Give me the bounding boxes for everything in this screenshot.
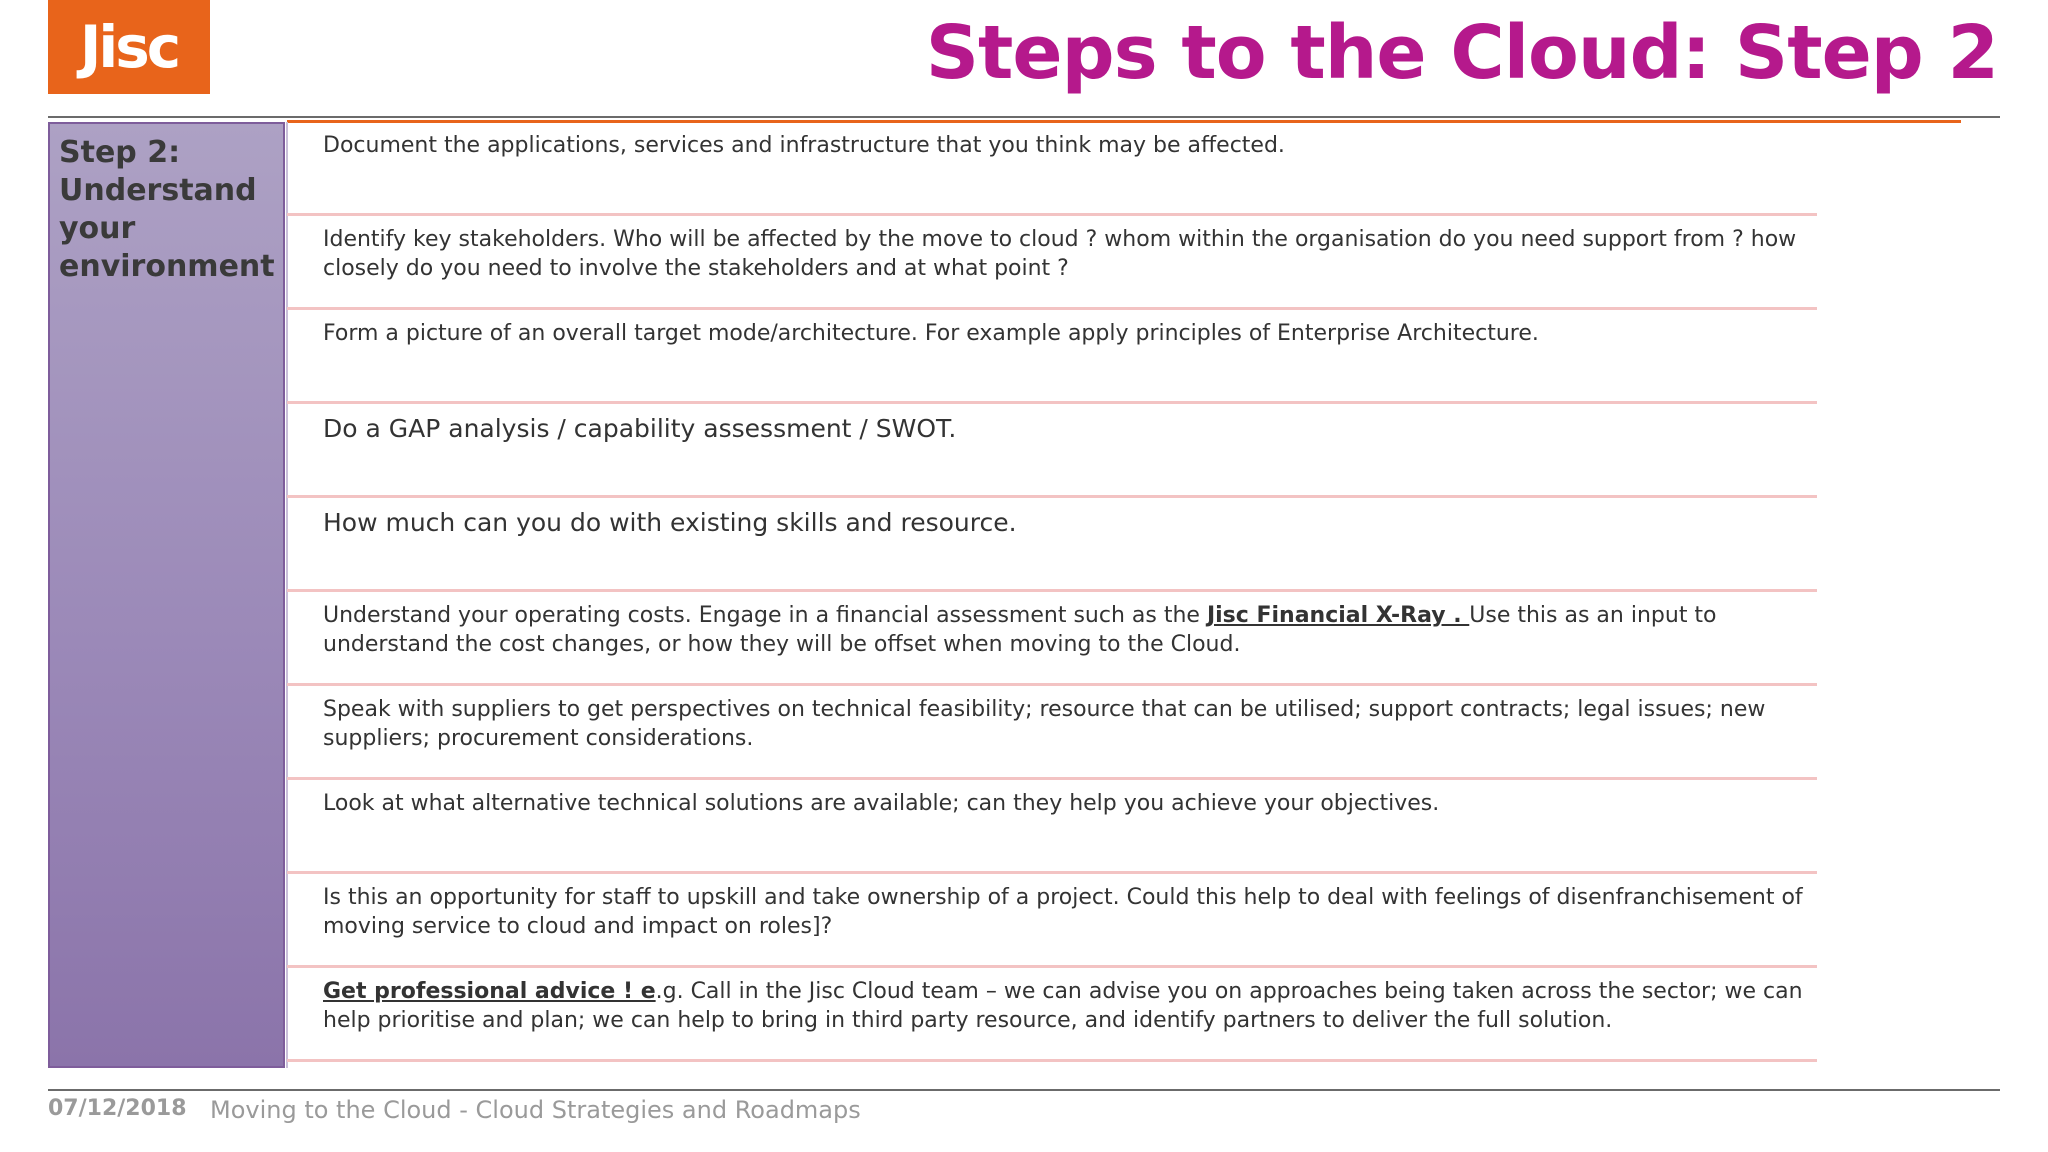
list-item-text: Do a GAP analysis / capability assessment / SWOT.: [323, 414, 957, 443]
footer-title: Moving to the Cloud - Cloud Strategies and Roadmaps: [210, 1096, 861, 1124]
list-item: [287, 216, 1817, 310]
list-item: [287, 780, 1817, 874]
list-item-text: Is this an opportunity for staff to upskill and take ownership of a project. Could this help to deal with feelings of disenfranchisement of moving service to cloud and impact on roles]?: [323, 885, 1803, 939]
list-item-text-prefix: Understand your operating costs. Engage in a financial assessment such as the: [323, 603, 1207, 628]
jisc-logo: Jisc: [48, 0, 210, 94]
step-sidebar: [48, 122, 285, 1068]
list-item: [287, 404, 1817, 498]
footer-divider: [48, 1089, 2000, 1091]
professional-advice-link[interactable]: Get professional advice ! e: [323, 979, 656, 1004]
list-item-text: How much can you do with existing skills and resource.: [323, 508, 1017, 537]
list-item: [287, 498, 1817, 592]
list-item-text: [323, 977, 1813, 1035]
list-item-text: Document the applications, services and infrastructure that you think may be affected.: [323, 133, 1285, 158]
list-item: [287, 968, 1817, 1062]
list-item-text: Form a picture of an overall target mode/architecture. For example apply principles of Enterprise Architecture.: [323, 321, 1539, 346]
list-item: [287, 874, 1817, 968]
list-item-text: [323, 601, 1813, 659]
list-item: [287, 592, 1817, 686]
list-item-text-suffix: Use this as an input to understand the cost changes, or how they will be offset when moving to the Cloud.: [323, 603, 1717, 657]
step-heading: Step 2: Understand your environment: [59, 135, 275, 284]
list-item: [287, 686, 1817, 780]
step-list: [287, 122, 1817, 1062]
list-item-text: Speak with suppliers to get perspectives on technical feasibility; resource that can be utilised; support contracts; legal issues; new suppliers; procurement considerations.: [323, 697, 1766, 751]
header-divider: [48, 116, 2000, 118]
list-item-text: Look at what alternative technical solutions are available; can they help you achieve your objectives.: [323, 791, 1440, 816]
list-item: [287, 310, 1817, 404]
list-item-text: Identify key stakeholders. Who will be affected by the move to cloud ? whom within the organisation do you need support from ? how closely do you need to involve the stakeholders and at what point ?: [323, 227, 1797, 281]
page-title: Steps to the Cloud: Step 2: [925, 10, 1998, 96]
jisc-financial-xray-link[interactable]: Jisc Financial X-Ray .: [1206, 603, 1470, 628]
list-item-text-suffix: .g. Call in the Jisc Cloud team – we can advise you on approaches being taken across the sector; we can help prioritise and plan; we can help to bring in third party resource, and identify partners to deliver the full solution.: [323, 979, 1803, 1033]
list-item: [287, 122, 1817, 216]
footer-date: 07/12/2018: [48, 1096, 187, 1121]
